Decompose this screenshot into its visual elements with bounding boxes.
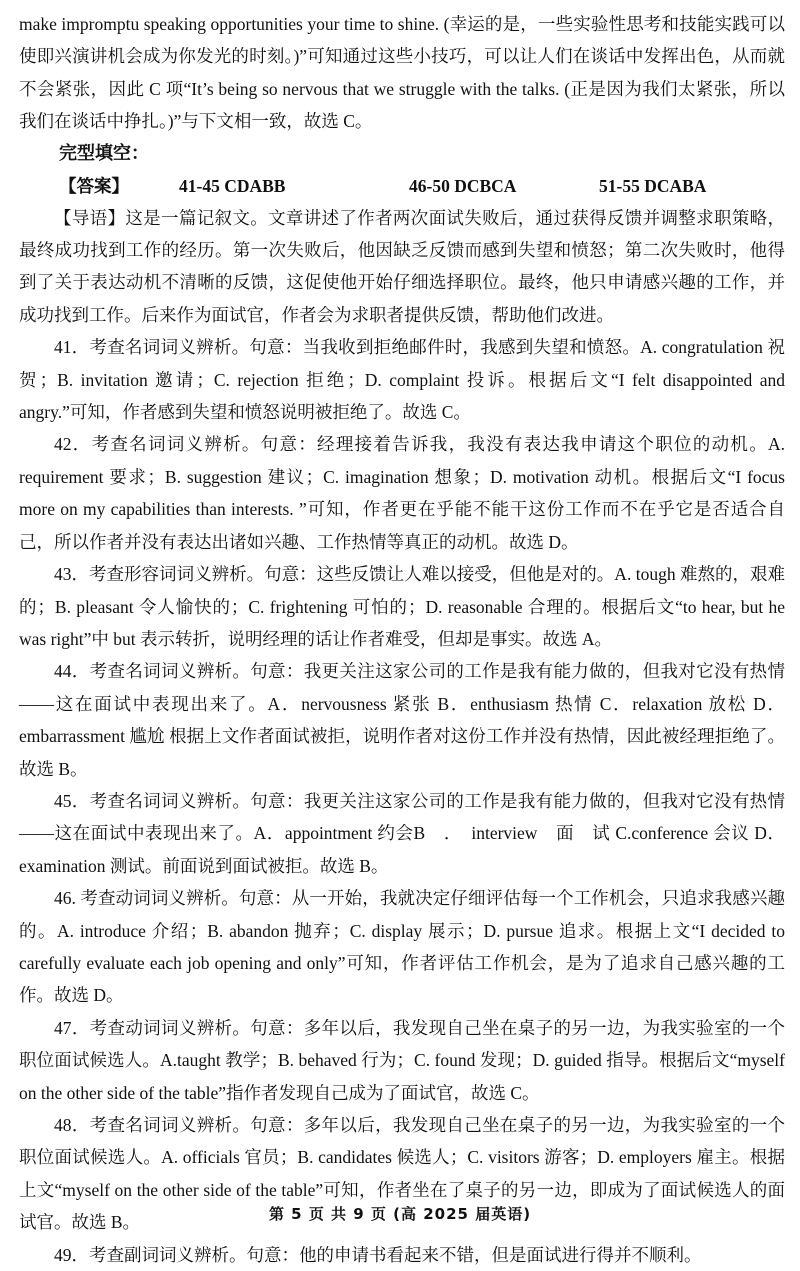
item-46-explanation: 46. 考查动词词义辨析。句意：从一开始，我就决定仔细评估每一个工作机会，只追求我感兴趣的。A. introduce 介绍；B. abandon 抛弃；C. display 展示；D. pursue 追求。根据上文“I decided to carefully evaluate each job opening and only”可知，作者评估工作机会，是为了追求自己感兴趣的工作。故选 D。 [19,888,785,1006]
item-48-explanation: 48．考查名词词义辨析。句意：多年以后，我发现自己坐在桌子的另一边，为我实验室的一个职位面试候选人。A. officials 官员；B. candidates 候选人；C. visitors 游客；D. employers 雇主。根据上文“myself on the other side of the table”可知，作者坐在了桌子的另一边，即成为了面试候选人的面试官。故选 B。 [19,1115,785,1233]
item-45-explanation: 45．考查名词词义辨析。句意：我更关注这家公司的工作是我有能力做的，但我对它没有热情——这在面试中表现出来了。A．appointment 约会B ． interview 面 试 C.conference 会议 D．examination 测试。前面说到面试被拒。故选 B。 [19,790,785,876]
section-title: 完型填空： [59,142,149,164]
document-page [19,8,785,1271]
answer-group-3: 51-55 DCABA [599,175,707,196]
item-49-explanation: 49．考查副词词义辨析。句意：他的申请书看起来不错，但是面试进行得并不顺利。 [54,1244,702,1265]
answer-group-1: 41-45 CDABB [179,175,286,196]
item-43-explanation: 43．考查形容词词义辨析。句意：这些反馈让人难以接受，但他是对的。A. tough 难熬的，艰难的；B. pleasant 令人愉快的；C. frightening 可怕的；D. reasonable 合理的。根据后文“to hear, but he was right”中 but 表示转折，说明经理的话让作者难受，但却是事实。故选 A。 [19,564,785,649]
item-42-explanation: 42．考查名词词义辨析。句意：经理接着告诉我，我没有表达我申请这个职位的动机。A. requirement 要求；B. suggestion 建议；C. imagination 想象；D. motivation 动机。根据后文“I focus more on my capabilities than interests. ”可知，作者更在乎能不能干这份工作而不在乎它是否适合自己，所以作者并没有表达出诸如兴趣、工作热情等真正的动机。故选 D。 [19,434,785,552]
answer-key [59,170,785,202]
page-footer: 第 5 页 共 9 页 (高 2025 届英语) [268,1205,532,1223]
answer-group-2: 46-50 DCBCA [409,175,517,196]
answer-label: 【答案】 [59,175,129,196]
item-41-explanation: 41．考查名词词义辨析。句意：当我收到拒绝邮件时，我感到失望和愤怒。A. congratulation 祝贺；B. invitation 邀请；C. rejection 拒绝；D. complaint 投诉。根据后文“I felt disappointed and angry.”可知，作者感到失望和愤怒说明被拒绝了。故选 C。 [19,337,785,423]
intro-paragraph: make impromptu speaking opportunities your time to shine. (幸运的是，一些实验性思考和技能实践可以使即兴演讲机会成为你发光的时刻。)”可知通过这些小技巧，可以让人们在谈话中发挥出色，从而就不会紧张，因此 C 项“It’s being so nervous that we struggle with the talks. (正是因为我们太紧张，所以我们在谈话中挣扎。)”与下文相一致，故选 C。 [19,14,785,132]
item-44-explanation: 44．考查名词词义辨析。句意：我更关注这家公司的工作是我有能力做的，但我对它没有热情——这在面试中表现出来了。A．nervousness 紧张 B．enthusiasm 热情 C．relaxation 放松 D．embarrassment 尴尬 根据上文作者面试被拒，说明作者对这份工作并没有热情，因此被经理拒绝了。故选 B。 [19,661,785,779]
item-47-explanation: 47．考查动词词义辨析。句意：多年以后，我发现自己坐在桌子的另一边，为我实验室的一个职位面试候选人。A.taught 教学；B. behaved 行为；C. found 发现；D. guided 指导。根据后文“myself on the other side of the table”指作者发现自己成为了面试官，故选 C。 [19,1017,785,1103]
guide-paragraph: 【导语】这是一篇记叙文。文章讲述了作者两次面试失败后，通过获得反馈并调整求职策略，最终成功找到工作的经历。第一次失败后，他因缺乏反馈而感到失望和愤怒；第二次失败时，他得到了关于表达动机不清晰的反馈，这促使他开始仔细选择职位。最终，他只申请感兴趣的工作，并成功找到工作。后来作为面试官，作者会为求职者提供反馈，帮助他们改进。 [19,207,785,325]
